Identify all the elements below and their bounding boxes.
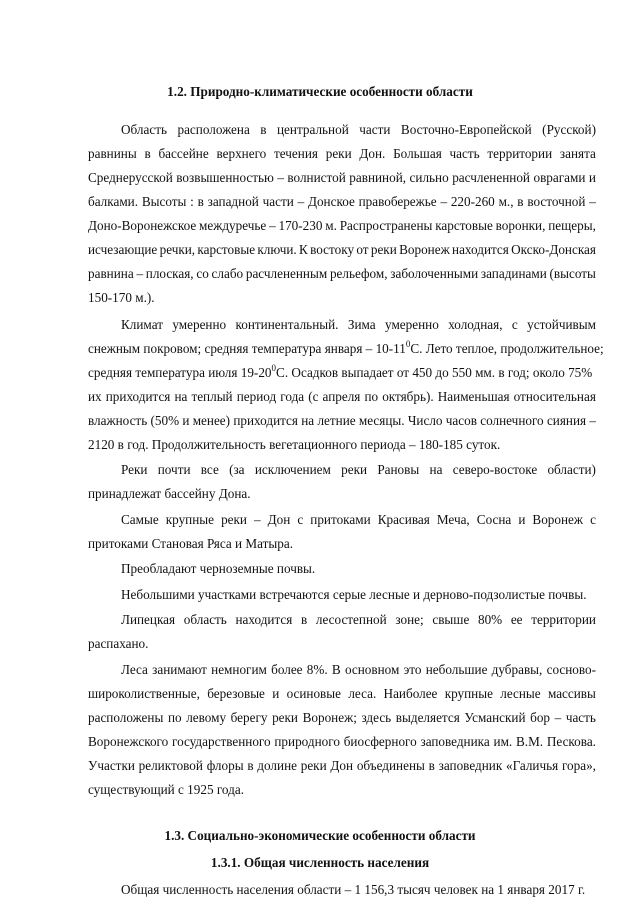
- word: в: [144, 146, 151, 161]
- paragraph-line: [121, 313, 596, 337]
- word: приходится: [105, 389, 171, 404]
- word: К: [299, 242, 308, 257]
- section-heading-1-2: 1.2. Природно-климатические особенности области: [167, 84, 473, 99]
- word: реки: [272, 710, 298, 725]
- word: по: [364, 389, 379, 404]
- word: с: [511, 317, 518, 332]
- word: континентальный.: [235, 317, 339, 332]
- word: с: [297, 512, 304, 527]
- word: берегу: [230, 710, 268, 725]
- word: реликтовой: [138, 758, 203, 773]
- word: Доно-Воронежское: [88, 218, 197, 233]
- word: притоками: [310, 512, 371, 527]
- word: реки: [325, 146, 352, 161]
- word: –: [269, 218, 276, 233]
- word: (50%: [150, 413, 180, 428]
- word: Высоты: [141, 194, 187, 209]
- word: волнистой: [287, 170, 346, 185]
- paragraph-line: [88, 754, 596, 778]
- paragraph-line: [121, 118, 596, 142]
- word: и: [518, 512, 526, 527]
- word: исчезающие: [88, 242, 158, 257]
- word: Окско-Донская: [511, 242, 596, 257]
- word: и: [588, 170, 596, 185]
- paragraph-line: распахано.: [88, 636, 149, 651]
- word: воронки,: [495, 218, 546, 233]
- word: солнечного: [480, 413, 544, 428]
- word: ее: [510, 612, 523, 627]
- paragraph-line: [88, 238, 596, 262]
- word: это: [403, 662, 422, 677]
- word: в: [247, 758, 254, 773]
- word: лесные: [500, 686, 541, 701]
- word: равнины: [88, 146, 137, 161]
- word: государственного: [171, 734, 271, 749]
- word: сосново-: [546, 662, 596, 677]
- paragraph-line: принадлежат бассейну Дона.: [88, 486, 251, 501]
- word: в: [428, 758, 435, 773]
- word: влажность: [88, 413, 148, 428]
- word: свыше: [432, 612, 470, 627]
- word: верхнего: [216, 146, 267, 161]
- word: –: [277, 170, 284, 185]
- word: –: [589, 413, 596, 428]
- paragraph-line: [88, 190, 596, 214]
- word: более: [271, 662, 303, 677]
- word: части: [262, 194, 294, 209]
- word: года: [280, 389, 305, 404]
- word: Область: [121, 122, 167, 137]
- word: рельефом,: [329, 266, 388, 281]
- word: крупные: [165, 512, 215, 527]
- word: массивы: [547, 686, 596, 701]
- paragraph-line: существующий с 1925 года.: [88, 782, 244, 797]
- word: Самые: [121, 512, 159, 527]
- word: В: [331, 662, 341, 677]
- word: сияния: [546, 413, 587, 428]
- word: Меча,: [436, 512, 470, 527]
- word: и: [182, 413, 190, 428]
- paragraph-line: [88, 385, 596, 409]
- word: оврагами: [533, 170, 586, 185]
- word: Воронеж: [399, 242, 450, 257]
- word: Число: [407, 413, 443, 428]
- word: немногим: [211, 662, 267, 677]
- word: широколиственные,: [88, 686, 200, 701]
- word: им.: [493, 734, 513, 749]
- word: на: [301, 413, 315, 428]
- word: заповедника: [420, 734, 490, 749]
- word: объединены: [356, 758, 425, 773]
- word: Липецкая: [121, 612, 176, 627]
- word: дубравы,: [491, 662, 543, 677]
- word: часть: [565, 710, 596, 725]
- word: (с: [308, 389, 319, 404]
- word: летние: [317, 413, 356, 428]
- paragraph-line: [88, 142, 596, 166]
- word: занята: [559, 146, 596, 161]
- paragraph-line: [121, 608, 596, 632]
- word: Усманский: [464, 710, 526, 725]
- word: биосферного: [343, 734, 417, 749]
- paragraph-line: Небольшими участками встречаются серые лесные и дерново-подзолистые почвы.: [121, 587, 587, 602]
- word: Среднерусской: [88, 170, 173, 185]
- word: небольшие: [425, 662, 488, 677]
- section-heading-1-3: 1.3. Социально-экономические особенности области: [164, 828, 476, 843]
- word: ключи.: [257, 242, 297, 257]
- word: от: [356, 242, 369, 257]
- degree-superscript: 0: [405, 338, 411, 349]
- word: м.: [325, 218, 337, 233]
- word: здесь: [361, 710, 392, 725]
- word: леса.: [348, 686, 377, 701]
- word: холодная,: [448, 317, 503, 332]
- word: приходится: [233, 413, 298, 428]
- word: правобережье: [358, 194, 437, 209]
- word: березовые: [207, 686, 265, 701]
- paragraph-line: [88, 214, 596, 238]
- paragraph-line: [88, 262, 596, 286]
- word: в: [517, 194, 524, 209]
- word: пещеры,: [548, 218, 596, 233]
- word: –: [589, 194, 596, 209]
- word: Реки: [121, 462, 148, 477]
- word: октябрь).: [382, 389, 434, 404]
- word: восточной: [527, 194, 586, 209]
- paragraph-line: [121, 458, 596, 482]
- word: –: [254, 512, 261, 527]
- word: со: [196, 266, 209, 281]
- paragraph-line: притоками Становая Ряса и Матыра.: [88, 536, 293, 551]
- word: Донское: [307, 194, 355, 209]
- word: равнина: [88, 266, 134, 281]
- word: сильно: [409, 170, 449, 185]
- word: их: [88, 389, 102, 404]
- word: равниной,: [349, 170, 407, 185]
- paragraph-line-with-superscript: [88, 337, 604, 361]
- word: 80%: [477, 612, 503, 627]
- word: флоры: [206, 758, 244, 773]
- word: часть: [449, 146, 480, 161]
- word: востоку: [310, 242, 355, 257]
- word: месяцы.: [358, 413, 405, 428]
- word: В.М.: [515, 734, 544, 749]
- word: северо-востоке: [452, 462, 538, 477]
- word: –: [136, 266, 144, 281]
- word: апреля: [322, 389, 361, 404]
- paragraph-line: [121, 658, 596, 682]
- word: по: [167, 710, 182, 725]
- word: западинами: [480, 266, 547, 281]
- word: Большая: [393, 146, 442, 161]
- word: балками.: [88, 194, 139, 209]
- word: область: [183, 612, 227, 627]
- word: на: [174, 389, 188, 404]
- word: (высоты: [549, 266, 596, 281]
- word: все: [200, 462, 219, 477]
- word: 170-230: [278, 218, 323, 233]
- word: в: [197, 194, 204, 209]
- word: Наиболее: [383, 686, 438, 701]
- word: Рановы: [377, 462, 420, 477]
- word: Наименьшая: [437, 389, 510, 404]
- word: Красивая: [377, 512, 430, 527]
- word: Воронеж;: [302, 710, 357, 725]
- word: Зима: [347, 317, 376, 332]
- word: основном: [344, 662, 400, 677]
- paragraph-line: [88, 706, 596, 730]
- paragraph-line: Преобладают черноземные почвы.: [121, 561, 316, 576]
- paragraph-line: [121, 508, 596, 532]
- word: слабо: [211, 266, 244, 281]
- word: Дон: [267, 512, 291, 527]
- word: часов: [445, 413, 477, 428]
- word: в: [260, 122, 267, 137]
- text-span: снежным покровом; средняя температура января – 10-11: [88, 341, 406, 356]
- word: центральной: [277, 122, 349, 137]
- word: части: [359, 122, 391, 137]
- word: находится: [235, 612, 293, 627]
- word: менее): [192, 413, 231, 428]
- word: Восточно-Европейской: [400, 122, 532, 137]
- word: западной: [207, 194, 259, 209]
- word: бассейне: [158, 146, 209, 161]
- paragraph-line: [88, 166, 596, 190]
- word: возвышенностью: [176, 170, 274, 185]
- paragraph-line: [88, 730, 596, 754]
- word: зоне;: [395, 612, 424, 627]
- word: карстовые: [197, 242, 256, 257]
- word: карстовые: [435, 218, 493, 233]
- word: расположены: [88, 710, 164, 725]
- word: с: [590, 512, 596, 527]
- word: расчлененным: [245, 266, 328, 281]
- word: междуречье: [199, 218, 267, 233]
- word: левому: [186, 710, 227, 725]
- word: –: [554, 710, 562, 725]
- word: области): [547, 462, 596, 477]
- paragraph-line-with-superscript: [88, 361, 596, 385]
- word: расположена: [177, 122, 250, 137]
- word: Распространены: [339, 218, 433, 233]
- word: относительная: [513, 389, 596, 404]
- word: реки: [370, 242, 397, 257]
- word: заповедник: [438, 758, 503, 773]
- word: 220-260: [450, 194, 495, 209]
- word: территории: [531, 612, 596, 627]
- word: «Галичья: [505, 758, 559, 773]
- word: реки: [221, 512, 247, 527]
- word: крупные: [444, 686, 493, 701]
- word: Климат: [121, 317, 163, 332]
- word: реки: [300, 758, 327, 773]
- word: территории: [487, 146, 553, 161]
- word: реки: [341, 462, 368, 477]
- text-span: С. Лето теплое, продолжительное;: [410, 341, 604, 356]
- word: почти: [157, 462, 191, 477]
- paragraph-line: [88, 682, 596, 706]
- word: Дон: [330, 758, 354, 773]
- paragraph-line: Общая численность населения области – 1 156,3 тысяч человек на 1 января 2017 г.: [121, 882, 586, 897]
- word: –: [297, 194, 305, 209]
- word: течения: [274, 146, 318, 161]
- word: заболоченными: [390, 266, 479, 281]
- paragraph-line: 150-170 м.).: [88, 290, 155, 305]
- word: занимают: [152, 662, 207, 677]
- word: расчлененной: [452, 170, 530, 185]
- word: долине: [257, 758, 297, 773]
- word: –: [440, 194, 448, 209]
- word: Пескова.: [546, 734, 596, 749]
- word: лесостепной: [315, 612, 387, 627]
- word: осиновые: [286, 686, 342, 701]
- word: речки,: [159, 242, 196, 257]
- word: теплый: [191, 389, 233, 404]
- word: и: [272, 686, 280, 701]
- subsection-heading-1-3-1: 1.3.1. Общая численность населения: [210, 855, 430, 870]
- paragraph-line: 2120 в год. Продолжительность вегетационного периода – 180-185 суток.: [88, 437, 501, 452]
- word: исключением: [254, 462, 331, 477]
- paragraph-line: [88, 409, 596, 433]
- degree-superscript: 0: [271, 362, 277, 373]
- word: период: [236, 389, 277, 404]
- word: (Русской): [542, 122, 596, 137]
- word: умеренно: [385, 317, 439, 332]
- word: природного: [274, 734, 340, 749]
- word: умеренно: [172, 317, 227, 332]
- text-span: С. Осадков выпадает от 450 до 550 мм. в год; около 75%: [276, 365, 593, 380]
- word: :: [190, 194, 194, 209]
- word: Участки: [88, 758, 135, 773]
- word: на: [429, 462, 443, 477]
- word: Сосна: [476, 512, 512, 527]
- word: 8%.: [306, 662, 328, 677]
- word: Воронежского: [88, 734, 169, 749]
- word: устойчивым: [527, 317, 596, 332]
- word: Воронеж: [532, 512, 584, 527]
- word: бор: [530, 710, 551, 725]
- word: в: [301, 612, 308, 627]
- word: Леса: [121, 662, 148, 677]
- word: находится: [452, 242, 509, 257]
- word: выделяется: [395, 710, 460, 725]
- word: Дон.: [359, 146, 386, 161]
- text-span: средняя температура июля 19-20: [88, 365, 272, 380]
- word: плоская,: [145, 266, 194, 281]
- word: гора»,: [561, 758, 596, 773]
- word: м.,: [498, 194, 514, 209]
- word: (за: [229, 462, 245, 477]
